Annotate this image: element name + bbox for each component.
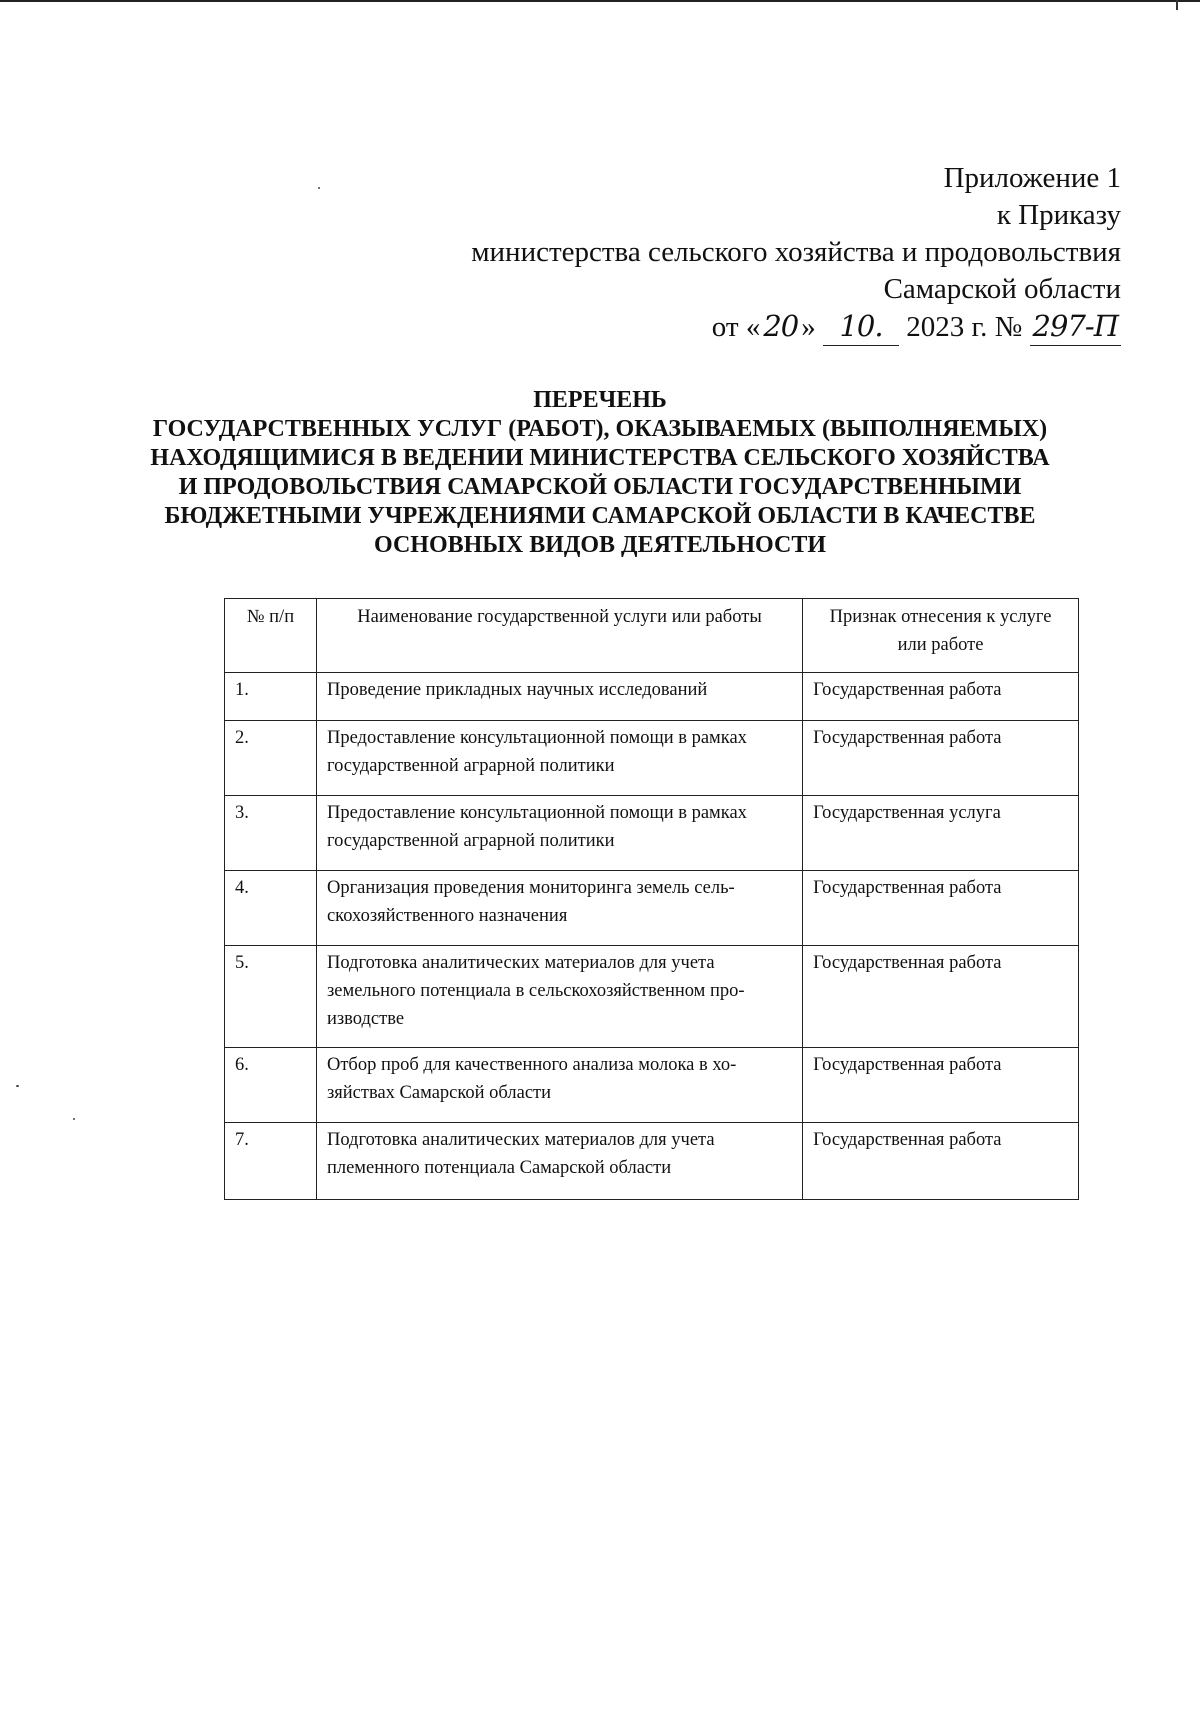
title-line-1: ПЕРЕЧЕНЬ [533, 387, 667, 413]
date-month: 10. [823, 308, 899, 346]
row-num: 6. [225, 1048, 317, 1123]
row-num: 1. [225, 673, 317, 721]
table-row [225, 673, 1079, 721]
date-year: 2023 г. № [906, 311, 1023, 343]
order-date-number [471, 308, 1121, 346]
row-name-line-1: Подготовка аналитических материалов для учета [326, 953, 715, 973]
row-num: 7. [225, 1123, 317, 1200]
row-name-line-1: Организация проведения мониторинга земель сель- [326, 878, 735, 898]
appendix-header [471, 160, 1121, 346]
region-name: Самарской области [883, 273, 1121, 305]
row-name-line-2: зяйствах Самарской области [326, 1083, 552, 1103]
services-table [224, 598, 1079, 1200]
row-num: 5. [225, 946, 317, 1048]
table-row [225, 871, 1079, 946]
row-type: Государственная работа [803, 673, 1079, 721]
row-num: 3. [225, 796, 317, 871]
table-row [225, 1123, 1079, 1200]
row-name-line-2: скохозяйственного назначения [326, 906, 568, 926]
row-name [316, 673, 802, 721]
order-number: 297-П [1030, 308, 1121, 346]
ministry-name: министерства сельского хозяйства и продовольствия [471, 236, 1121, 268]
table-row [225, 796, 1079, 871]
scan-speck [318, 187, 320, 189]
scan-speck [16, 1085, 19, 1087]
row-num: 2. [225, 721, 317, 796]
appendix-label: Приложение 1 [943, 162, 1121, 194]
row-name-line-1: Проведение прикладных научных исследований [326, 680, 708, 700]
scan-speck [73, 1118, 75, 1120]
row-type: Государственная работа [803, 946, 1079, 1048]
title-line-3: НАХОДЯЩИМИСЯ В ВЕДЕНИИ МИНИСТЕРСТВА СЕЛЬСКОГО ХОЗЯЙСТВА [150, 445, 1050, 471]
row-name-line-2: государственной аграрной политики [326, 756, 615, 776]
row-type: Государственная работа [803, 1123, 1079, 1200]
title-line-6: ОСНОВНЫХ ВИДОВ ДЕЯТЕЛЬНОСТИ [373, 532, 826, 558]
date-prefix: от « [711, 311, 761, 343]
row-num: 4. [225, 871, 317, 946]
date-day: 20 [763, 309, 799, 343]
row-type: Государственная услуга [803, 796, 1079, 871]
row-name [316, 1048, 802, 1123]
header-type-line-1: Признак отнесения к услуге [829, 607, 1052, 627]
row-name-line-2: земельного потенциала в сельскохозяйственном про- [326, 981, 745, 1001]
row-name-line-1: Предоставление консультационной помощи в рамках [326, 728, 747, 748]
row-name-line-2: племенного потенциала Самарской области [326, 1158, 672, 1178]
row-name [316, 946, 802, 1048]
title-line-5: БЮДЖЕТНЫМИ УЧРЕЖДЕНИЯМИ САМАРСКОЙ ОБЛАСТИ В КАЧЕСТВЕ [164, 503, 1036, 529]
row-name-line-1: Отбор проб для качественного анализа молока в хо- [326, 1055, 737, 1075]
title-line-2: ГОСУДАРСТВЕННЫХ УСЛУГ (РАБОТ), ОКАЗЫВАЕМЫХ (ВЫПОЛНЯЕМЫХ) [152, 416, 1048, 442]
row-name-line-3: изводстве [326, 1009, 405, 1029]
table-row [225, 946, 1079, 1048]
header-num: № п/п [225, 599, 317, 673]
row-type: Государственная работа [803, 871, 1079, 946]
row-name [316, 1123, 802, 1200]
row-name-line-1: Подготовка аналитических материалов для учета [326, 1130, 715, 1150]
order-reference: к Приказу [996, 199, 1121, 231]
title-line-4: И ПРОДОВОЛЬСТВИЯ САМАРСКОЙ ОБЛАСТИ ГОСУДАРСТВЕННЫМИ [178, 474, 1022, 500]
row-name [316, 796, 802, 871]
header-type [803, 599, 1079, 673]
row-type: Государственная работа [803, 721, 1079, 796]
table-row [225, 721, 1079, 796]
row-name-line-1: Предоставление консультационной помощи в рамках [326, 803, 747, 823]
table-row [225, 1048, 1079, 1123]
table-header-row [225, 599, 1079, 673]
scan-top-edge [0, 0, 1200, 2]
header-type-line-2: или работе [897, 635, 984, 655]
header-name: Наименование государственной услуги или работы [316, 599, 802, 673]
document-title [150, 386, 1050, 560]
row-name-line-2: государственной аграрной политики [326, 831, 615, 851]
row-name [316, 721, 802, 796]
date-mid: » [801, 311, 816, 343]
row-type: Государственная работа [803, 1048, 1079, 1123]
row-name [316, 871, 802, 946]
scan-corner-mark [1176, 0, 1190, 10]
